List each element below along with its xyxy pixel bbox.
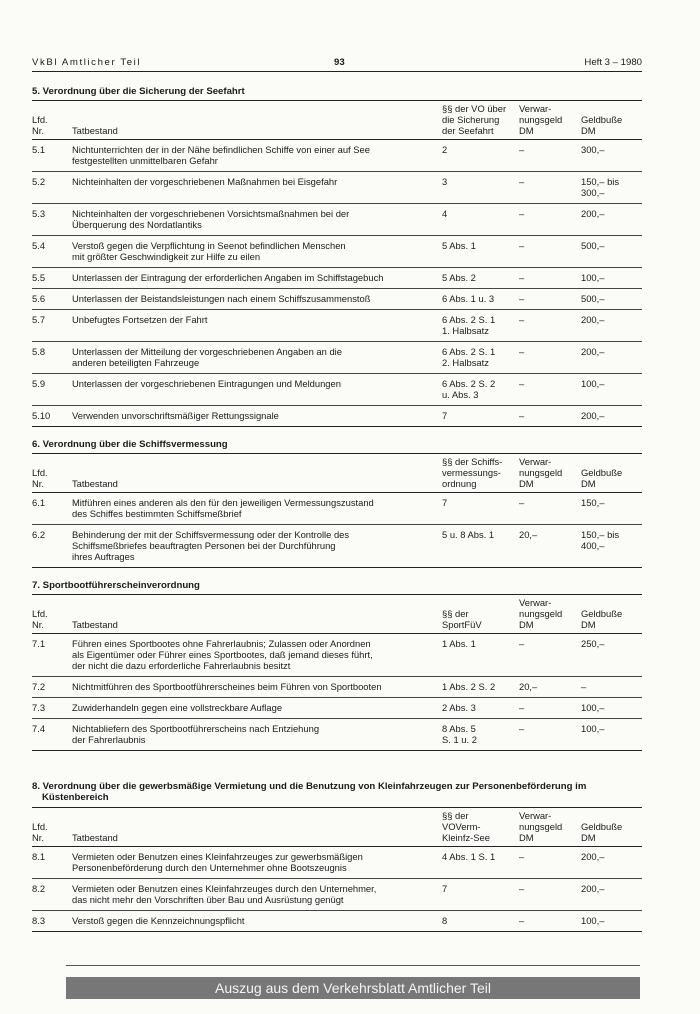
issue-number: Heft 3 – 1980: [584, 57, 642, 68]
col-paragraphs: §§ der VO über die Sicherung der Seefahrt: [442, 103, 507, 136]
row-paragraphs: 5 u. 8 Abs. 1: [442, 529, 495, 540]
table-row: [32, 525, 642, 567]
row-verwarnungsgeld: –: [519, 378, 525, 389]
row-paragraphs: 8 Abs. 5 S. 1 u. 2: [442, 723, 477, 745]
row-paragraphs: 4: [442, 208, 448, 219]
row-geldbusse: 300,–: [581, 144, 605, 155]
row-tatbestand: Mitführen eines anderen als den für den jeweiligen Vermessungszustand des Schiffes bestimmten Schiffsmeßbrief: [72, 497, 374, 519]
table-header: [32, 595, 642, 633]
table-row: [32, 310, 642, 341]
row-tatbestand: Nichteinhalten der vorgeschriebenen Vorsichtsmaßnahmen bei der Überquerung des Nordatlantiks: [72, 208, 350, 230]
row-geldbusse: 250,–: [581, 638, 605, 649]
row-verwarnungsgeld: –: [519, 176, 525, 187]
row-paragraphs: 7: [442, 883, 448, 894]
col-paragraphs: §§ der Schiffs- vermessungs- ordnung: [442, 456, 503, 489]
row-tatbestand: Unbefugtes Fortsetzen der Fahrt: [72, 314, 208, 325]
row-nr: 7.3: [32, 702, 46, 713]
table-row: [32, 634, 642, 676]
table-row: [32, 268, 642, 288]
section-title: 8. Verordnung über die gewerbsmäßige Vermietung und die Benutzung von Kleinfahrzeugen zur Personenbeförderung im Küstenbereich: [32, 781, 587, 803]
table-row: [32, 677, 642, 697]
col-paragraphs: §§ der SportFüV: [442, 608, 482, 630]
row-tatbestand: Verstoß gegen die Kennzeichnungspflicht: [72, 915, 245, 926]
row-geldbusse: 200,–: [581, 883, 605, 894]
row-geldbusse: 500,–: [581, 240, 605, 251]
row-nr: 6.1: [32, 497, 46, 508]
table-row: [32, 847, 642, 878]
table-row: [32, 374, 642, 405]
section-7: [32, 580, 642, 751]
row-paragraphs: 1 Abs. 1: [442, 638, 476, 649]
row-nr: 7.1: [32, 638, 46, 649]
row-verwarnungsgeld: 20,–: [519, 681, 538, 692]
col-nr: Lfd. Nr.: [32, 467, 48, 489]
col-verwarnungsgeld: Verwar- nungsgeld DM: [519, 103, 563, 136]
table-header: [32, 808, 642, 846]
row-verwarnungsgeld: –: [519, 144, 525, 155]
section-5: [32, 86, 642, 427]
table-row: [32, 140, 642, 171]
table-row: [32, 342, 642, 373]
row-paragraphs: 4 Abs. 1 S. 1: [442, 851, 496, 862]
row-paragraphs: 3: [442, 176, 448, 187]
row-verwarnungsgeld: –: [519, 208, 525, 219]
row-nr: 8.1: [32, 851, 46, 862]
row-tatbestand: Verstoß gegen die Verpflichtung in Seenot befindlichen Menschen mit größter Geschwindigkeit zur Hilfe zu eilen: [72, 240, 346, 262]
row-geldbusse: 200,–: [581, 851, 605, 862]
section-title: 7. Sportbootführerscheinverordnung: [32, 580, 200, 591]
row-tatbestand: Unterlassen der Eintragung der erforderlichen Angaben im Schiffstagebuch: [72, 272, 384, 283]
row-nr: 7.2: [32, 681, 46, 692]
row-paragraphs: 6 Abs. 2 S. 1 2. Halbsatz: [442, 346, 496, 368]
row-nr: 5.7: [32, 314, 46, 325]
row-verwarnungsgeld: –: [519, 915, 525, 926]
row-verwarnungsgeld: –: [519, 293, 525, 304]
row-verwarnungsgeld: –: [519, 702, 525, 713]
col-nr: Lfd. Nr.: [32, 608, 48, 630]
row-tatbestand: Verwenden unvorschriftsmäßiger Rettungssignale: [72, 410, 279, 421]
row-paragraphs: 7: [442, 410, 448, 421]
col-tatbestand: Tatbestand: [72, 478, 118, 489]
row-paragraphs: 2: [442, 144, 448, 155]
table-header: [32, 101, 642, 139]
row-verwarnungsgeld: –: [519, 240, 525, 251]
row-geldbusse: 100,–: [581, 378, 605, 389]
row-geldbusse: 150,–: [581, 497, 605, 508]
section-8: [32, 781, 642, 932]
table-row: [32, 236, 642, 267]
table-row: [32, 911, 642, 931]
row-tatbestand: Nichtabliefern des Sportbootführerscheins nach Entziehung der Fahrerlaubnis: [72, 723, 320, 745]
row-nr: 5.4: [32, 240, 46, 251]
row-geldbusse: 200,–: [581, 314, 605, 325]
row-nr: 5.5: [32, 272, 46, 283]
table-row: [32, 493, 642, 524]
row-tatbestand: Unterlassen der Beistandsleistungen nach einem Schiffszusammenstoß: [72, 293, 371, 304]
col-paragraphs: §§ der VOVerm- Kleinfz-See: [442, 810, 490, 843]
row-tatbestand: Nichtunterrichten der in der Nähe befindlichen Schiffe von einer auf See festgestellten unmittelbaren Gefahr: [72, 144, 370, 166]
row-nr: 5.9: [32, 378, 46, 389]
row-geldbusse: 100,–: [581, 702, 605, 713]
col-geldbusse: Geldbuße DM: [581, 467, 623, 489]
table-row: [32, 204, 642, 235]
col-verwarnungsgeld: Verwar- nungsgeld DM: [519, 456, 563, 489]
row-verwarnungsgeld: –: [519, 723, 525, 734]
row-paragraphs: 8: [442, 915, 448, 926]
row-geldbusse: 100,–: [581, 272, 605, 283]
col-geldbusse: Geldbuße DM: [581, 114, 623, 136]
table-row: [32, 879, 642, 910]
row-nr: 5.3: [32, 208, 46, 219]
row-geldbusse: 200,–: [581, 208, 605, 219]
table-row: [32, 289, 642, 309]
row-paragraphs: 5 Abs. 1: [442, 240, 476, 251]
row-tatbestand: Nichteinhalten der vorgeschriebenen Maßnahmen bei Eisgefahr: [72, 176, 338, 187]
row-paragraphs: 1 Abs. 2 S. 2: [442, 681, 496, 692]
col-tatbestand: Tatbestand: [72, 125, 118, 136]
row-nr: 5.8: [32, 346, 46, 357]
row-verwarnungsgeld: –: [519, 314, 525, 325]
row-geldbusse: –: [581, 681, 587, 692]
header-rule: [32, 71, 642, 72]
col-geldbusse: Geldbuße DM: [581, 821, 623, 843]
table-rule: [32, 931, 642, 932]
col-verwarnungsgeld: Verwar- nungsgeld DM: [519, 597, 563, 630]
section-title: 6. Verordnung über die Schiffsvermessung: [32, 439, 228, 450]
col-geldbusse: Geldbuße DM: [581, 608, 623, 630]
table-row: [32, 172, 642, 203]
footer-banner: Auszug aus dem Verkehrsblatt Amtlicher Teil: [66, 977, 640, 999]
table-row: [32, 719, 642, 750]
row-tatbestand: Behinderung der mit der Schiffsvermessung oder der Kontrolle des Schiffsmeßbriefes beauftragten Personen bei der Durchführung ihres Auftrages: [72, 529, 350, 562]
row-geldbusse: 150,– bis 300,–: [581, 176, 620, 198]
row-geldbusse: 150,– bis 400,–: [581, 529, 620, 551]
row-paragraphs: 2 Abs. 3: [442, 702, 476, 713]
table-row: [32, 698, 642, 718]
row-paragraphs: 7: [442, 497, 448, 508]
table-header: [32, 454, 642, 492]
col-verwarnungsgeld: Verwar- nungsgeld DM: [519, 810, 563, 843]
row-nr: 7.4: [32, 723, 46, 734]
row-verwarnungsgeld: –: [519, 883, 525, 894]
row-tatbestand: Unterlassen der Mitteilung der vorgeschriebenen Angaben an die anderen beteiligten Fahrzeuge: [72, 346, 342, 368]
col-tatbestand: Tatbestand: [72, 619, 118, 630]
row-nr: 6.2: [32, 529, 46, 540]
row-tatbestand: Unterlassen der vorgeschriebenen Eintragungen und Meldungen: [72, 378, 341, 389]
row-verwarnungsgeld: –: [519, 638, 525, 649]
row-geldbusse: 200,–: [581, 410, 605, 421]
row-paragraphs: 5 Abs. 2: [442, 272, 476, 283]
row-nr: 5.2: [32, 176, 46, 187]
row-tatbestand: Zuwiderhandeln gegen eine vollstreckbare Auflage: [72, 702, 283, 713]
row-tatbestand: Nichtmitführen des Sportbootführerscheines beim Führen von Sportbooten: [72, 681, 382, 692]
row-paragraphs: 6 Abs. 1 u. 3: [442, 293, 495, 304]
row-verwarnungsgeld: –: [519, 851, 525, 862]
row-paragraphs: 6 Abs. 2 S. 2 u. Abs. 3: [442, 378, 496, 400]
row-nr: 8.3: [32, 915, 46, 926]
row-tatbestand: Vermieten oder Benutzen eines Kleinfahrzeuges zur gewerbsmäßigen Personenbeförderung durch den Unternehmer ohne Bootszeugnis: [72, 851, 363, 873]
row-nr: 5.1: [32, 144, 46, 155]
row-geldbusse: 100,–: [581, 915, 605, 926]
row-paragraphs: 6 Abs. 2 S. 1 1. Halbsatz: [442, 314, 496, 336]
document-body: [32, 86, 642, 932]
row-verwarnungsgeld: –: [519, 410, 525, 421]
row-nr: 5.10: [32, 410, 51, 421]
row-tatbestand: Führen eines Sportbootes ohne Fahrerlaubnis; Zulassen oder Anordnen als Eigentümer oder Führer eines Sportbootes, daß jemand dieses führt, der nicht die dazu erforderliche Fahrerlaubnis besitzt: [72, 638, 373, 671]
section-6: [32, 439, 642, 568]
row-geldbusse: 100,–: [581, 723, 605, 734]
col-nr: Lfd. Nr.: [32, 821, 48, 843]
row-verwarnungsgeld: –: [519, 497, 525, 508]
row-tatbestand: Vermieten oder Benutzen eines Kleinfahrzeuges durch den Unternehmer, das nicht mehr den Vorschriften über Bau und Ausrüstung genügt: [72, 883, 377, 905]
journal-name: VkBl Amtlicher Teil: [32, 57, 142, 68]
page-header: [32, 57, 642, 71]
page-number: 93: [334, 57, 345, 68]
row-verwarnungsgeld: –: [519, 272, 525, 283]
row-geldbusse: 500,–: [581, 293, 605, 304]
row-verwarnungsgeld: –: [519, 346, 525, 357]
col-tatbestand: Tatbestand: [72, 832, 118, 843]
table-row: [32, 406, 642, 426]
row-nr: 5.6: [32, 293, 46, 304]
row-geldbusse: 200,–: [581, 346, 605, 357]
section-title: 5. Verordnung über die Sicherung der Seefahrt: [32, 86, 245, 97]
col-nr: Lfd. Nr.: [32, 114, 48, 136]
row-verwarnungsgeld: 20,–: [519, 529, 538, 540]
footer-rule: [66, 965, 640, 966]
row-nr: 8.2: [32, 883, 46, 894]
